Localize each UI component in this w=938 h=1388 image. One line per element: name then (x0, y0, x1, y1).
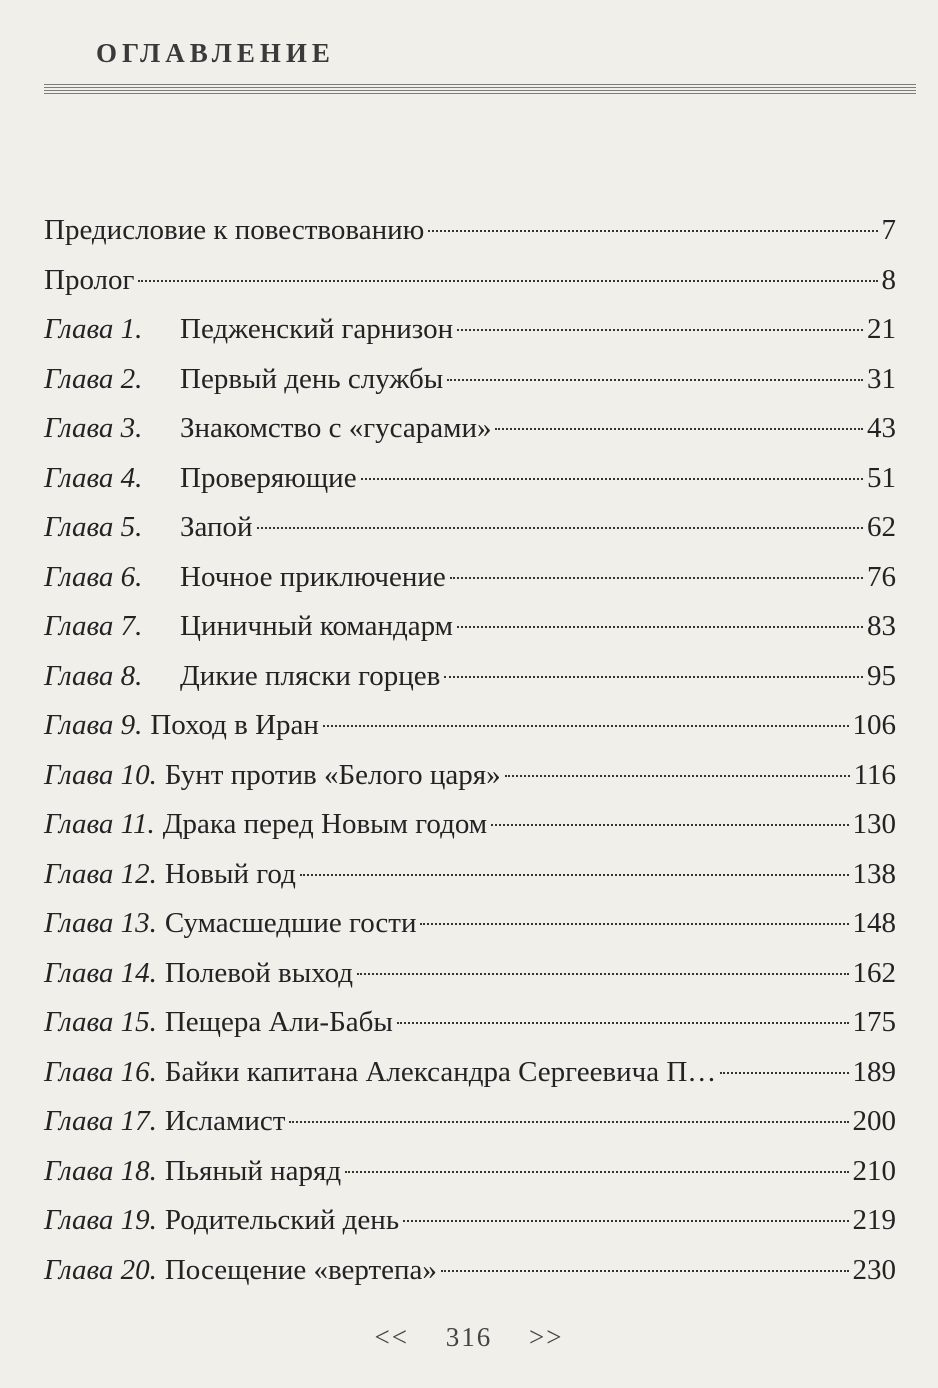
chapter-number: Глава 4. (44, 461, 143, 494)
page-number: 83 (867, 610, 896, 642)
chapter-title: Первый день службы (180, 362, 444, 395)
chapter-title: Педженский гарнизон (180, 313, 454, 345)
toc-entry[interactable] (44, 1147, 896, 1197)
dot-leader (491, 824, 848, 826)
chapter-title: Сумасшедшие гости (164, 907, 417, 939)
dot-leader (428, 230, 877, 232)
dot-leader (505, 775, 850, 777)
page-number: 200 (852, 1105, 896, 1137)
toc-entry[interactable] (44, 503, 896, 553)
chapter-title: Циничный командарм (180, 610, 454, 642)
toc-entry[interactable] (44, 206, 896, 256)
toc-entry[interactable] (44, 553, 896, 603)
chapter-number: Глава 8. (44, 659, 143, 692)
chapter-number: Глава 3. (44, 412, 143, 444)
toc-entry[interactable] (44, 602, 896, 652)
dot-leader (447, 379, 863, 381)
toc-entry[interactable] (44, 256, 896, 306)
page-number: 31 (867, 362, 896, 395)
toc-entry[interactable] (44, 1048, 896, 1098)
chapter-number: Глава 2. (44, 362, 143, 395)
chapter-title: Полевой выход (164, 956, 354, 989)
dot-leader (720, 1072, 848, 1074)
dot-leader (345, 1171, 848, 1173)
dot-leader (457, 626, 863, 628)
page-number: 43 (867, 412, 896, 444)
chapter-number: Глава 1. (44, 313, 143, 345)
chapter-title: Посещение «вертепа» (164, 1253, 437, 1286)
page-number: 210 (852, 1154, 896, 1187)
dot-leader (257, 527, 863, 529)
title-divider (44, 84, 916, 94)
page-number: 8 (881, 263, 896, 296)
chapter-title: Ночное приключение (180, 560, 446, 593)
toc-entry[interactable] (44, 305, 896, 355)
page-number: 76 (867, 560, 896, 593)
dot-leader (300, 874, 849, 876)
toc-entry[interactable] (44, 652, 896, 702)
dot-leader (289, 1121, 848, 1123)
chapter-number: Глава 7. (44, 610, 143, 642)
toc-entry[interactable] (44, 1246, 896, 1296)
chapter-title: Пещера Али-Бабы (164, 1006, 393, 1038)
dot-leader (441, 1270, 849, 1272)
chapter-title: Проверяющие (180, 461, 357, 494)
dot-leader (444, 676, 863, 678)
page-number: 106 (852, 709, 896, 741)
chapter-title: Байки капитана Александра Сергеевича П… (164, 1055, 717, 1088)
chapter-title: Новый год (164, 857, 296, 890)
toc-entry[interactable] (44, 998, 896, 1048)
page-number: 21 (867, 313, 896, 345)
page-number: 219 (852, 1204, 896, 1236)
chapter-number: Глава 12. (44, 857, 157, 890)
chapter-number: Глава 5. (44, 511, 143, 543)
chapter-number: Глава 17. (44, 1105, 157, 1137)
page-number: 230 (852, 1253, 896, 1286)
dot-leader (138, 280, 877, 282)
chapter-number: Глава 20. (44, 1253, 157, 1286)
page-number: 175 (852, 1006, 896, 1038)
chapter-number: Глава 19. (44, 1204, 157, 1236)
chapter-number: Глава 9. (44, 709, 143, 741)
chapter-title: Знакомство с «гусарами» (180, 412, 492, 444)
toc-entry[interactable] (44, 949, 896, 999)
dot-leader (403, 1220, 848, 1222)
toc-entry[interactable] (44, 404, 896, 454)
toc-entry[interactable] (44, 701, 896, 751)
chapter-number: Глава 11. (44, 808, 155, 840)
toc-entry[interactable] (44, 899, 896, 949)
dot-leader (420, 923, 848, 925)
page-number: 148 (852, 907, 896, 939)
page-number: 62 (867, 511, 896, 543)
toc-entry[interactable] (44, 751, 896, 801)
dot-leader (361, 478, 863, 480)
page-number-footer: 316 (445, 1322, 493, 1352)
dot-leader (397, 1022, 849, 1024)
dot-leader (323, 725, 849, 727)
page-footer (0, 1322, 938, 1353)
page-number: 138 (852, 857, 896, 890)
chapter-number: Глава 10. (44, 758, 157, 791)
dot-leader (357, 973, 848, 975)
chapter-title: Пролог (44, 263, 135, 296)
page-title: ОГЛАВЛЕНИЕ (96, 38, 335, 68)
chapter-title: Пьяный наряд (164, 1154, 342, 1187)
toc-entry[interactable] (44, 850, 896, 900)
prev-page-marker[interactable]: << (374, 1322, 409, 1352)
chapter-title: Родительский день (164, 1204, 400, 1236)
page-number: 189 (852, 1055, 896, 1088)
toc-entry[interactable] (44, 355, 896, 405)
chapter-number: Глава 16. (44, 1055, 157, 1088)
table-of-contents (44, 206, 896, 1295)
dot-leader (450, 577, 863, 579)
page-number: 7 (881, 214, 896, 246)
chapter-title: Запой (180, 511, 253, 543)
page-number: 162 (852, 956, 896, 989)
chapter-number: Глава 15. (44, 1006, 157, 1038)
dot-leader (495, 428, 863, 430)
chapter-title: Дикие пляски горцев (180, 659, 441, 692)
toc-entry[interactable] (44, 1097, 896, 1147)
page-number: 51 (867, 461, 896, 494)
chapter-title: Поход в Иран (150, 709, 319, 741)
chapter-title: Предисловие к повествованию (44, 214, 425, 246)
chapter-number: Глава 14. (44, 956, 157, 989)
page-number: 95 (867, 659, 896, 692)
toc-entry[interactable] (44, 454, 896, 504)
next-page-marker[interactable]: >> (529, 1322, 564, 1352)
chapter-title: Драка перед Новым годом (162, 808, 488, 840)
chapter-title: Исламист (164, 1105, 286, 1137)
chapter-number: Глава 13. (44, 907, 157, 939)
chapter-number: Глава 18. (44, 1154, 157, 1187)
page-number: 116 (853, 758, 896, 791)
toc-entry[interactable] (44, 800, 896, 850)
toc-entry[interactable] (44, 1196, 896, 1246)
dot-leader (457, 329, 863, 331)
chapter-number: Глава 6. (44, 560, 143, 593)
page-number: 130 (852, 808, 896, 840)
chapter-title: Бунт против «Белого царя» (164, 758, 501, 791)
